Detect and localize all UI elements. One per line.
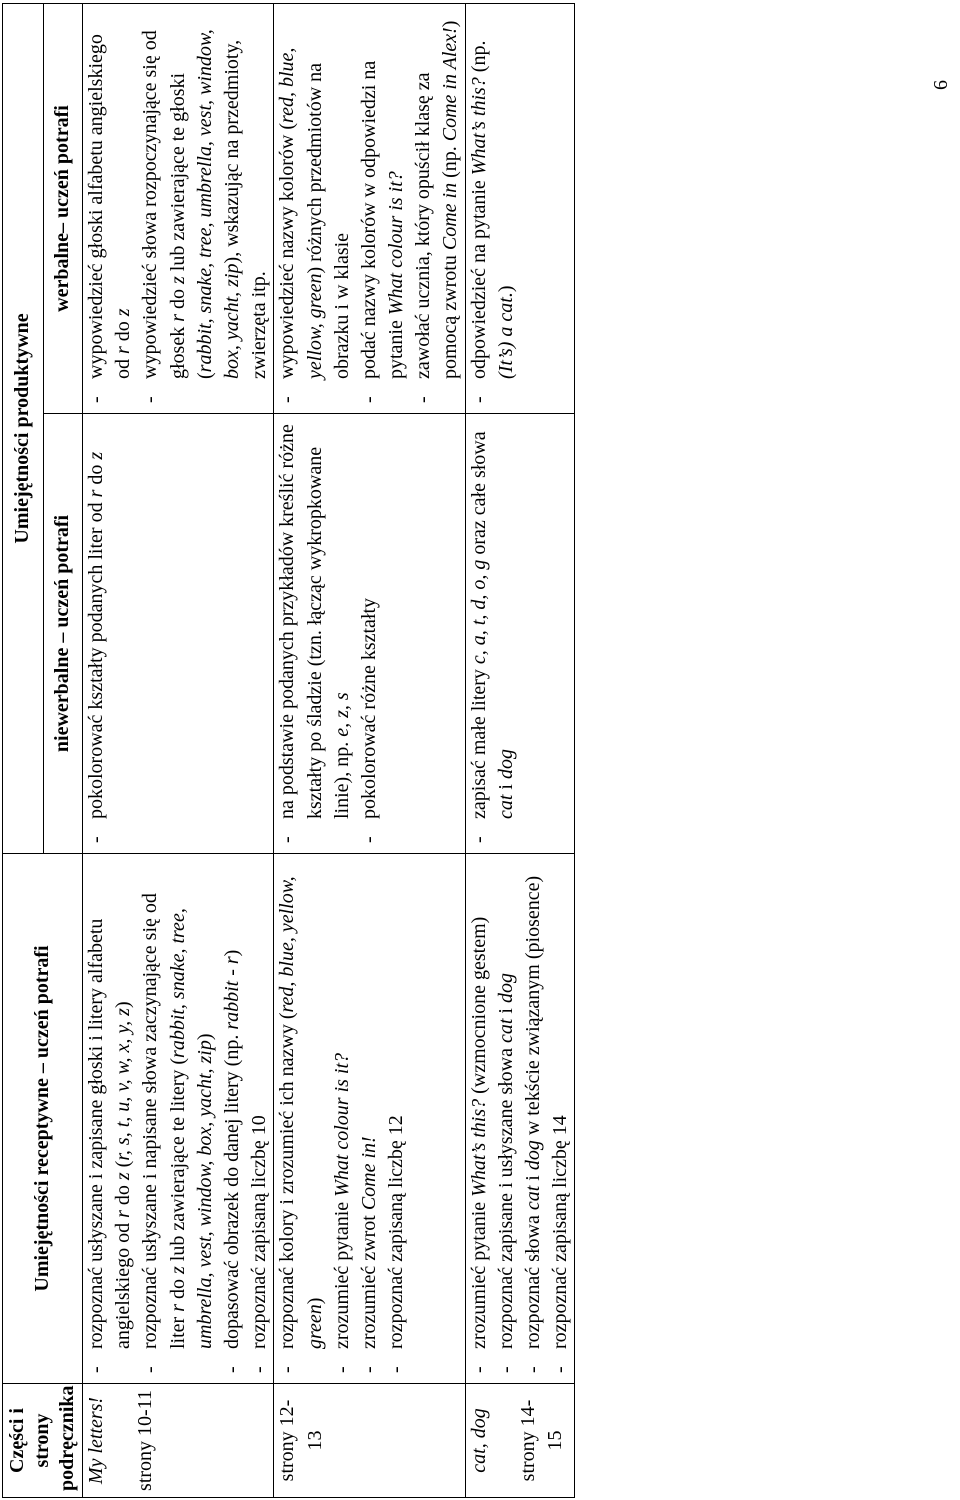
part-cell — [274, 1384, 465, 1498]
list-item — [83, 420, 110, 847]
header-parts: Części i strony podręcznika — [3, 1384, 83, 1498]
part-cell — [465, 1384, 575, 1498]
verbal-skills-cell — [83, 4, 274, 414]
bullet-dash: - — [139, 1366, 162, 1373]
list-item — [520, 860, 547, 1377]
list-item-text: rozpoznać zapisaną liczbę 10 — [248, 1115, 271, 1349]
list-item-text: wypowiedzieć nazwy kolorów (red, blue, yellow, green) różnych przedmiotów na obrazku i w klasie — [276, 47, 353, 379]
bullet-dash: - — [549, 1366, 572, 1373]
receptive-skills-cell — [465, 854, 575, 1384]
header-productive-skills: Umiejętności produktywne — [3, 4, 44, 854]
list-item — [356, 10, 410, 407]
bullet-dash: - — [139, 396, 162, 403]
list-item-text: wypowiedzieć głoski alfabetu angielskiego od r do z — [85, 34, 135, 379]
list-item-text: podać nazwy kolorów w odpowiedzi na pytanie What colour is it? — [357, 60, 408, 379]
list-item — [83, 860, 137, 1377]
bullet-dash: - — [85, 1366, 107, 1373]
nonverbal-skills-list — [466, 420, 520, 847]
list-item — [137, 10, 273, 407]
list-item-text: rozpoznać zapisaną liczbę 14 — [549, 1115, 572, 1349]
header-nonverbal: niewerbalne – uczeń potrafi — [44, 414, 83, 854]
bullet-dash: - — [330, 1366, 353, 1373]
list-item — [466, 860, 493, 1377]
list-item — [246, 860, 273, 1377]
list-item-text: rozpoznać słowa cat i dog w tekście związanym (piosence) — [522, 875, 544, 1349]
list-item — [274, 10, 356, 407]
list-item — [356, 420, 383, 847]
bullet-dash: - — [412, 396, 435, 403]
verbal-skills-cell — [274, 4, 465, 414]
list-item-text: rozpoznać zapisane i usłyszane słowa cat i dog — [494, 973, 517, 1349]
bullet-dash: - — [357, 836, 380, 843]
part-name: cat, dog — [467, 1408, 490, 1473]
list-item-text: wypowiedzieć słowa rozpoczynające się od głosek r do z lub zawierające te głoski (rabbit, snake, tree, umbrella, vest, window, box, yacht, zip), wskazując na przedmioty, zwierzęta itp. — [139, 29, 271, 379]
bullet-dash: - — [85, 836, 107, 843]
curriculum-table — [2, 3, 575, 1498]
bullet-dash: - — [276, 1366, 299, 1373]
receptive-skills-cell — [83, 854, 274, 1384]
list-item — [466, 10, 520, 407]
list-item — [547, 860, 574, 1377]
verbal-skills-cell — [465, 4, 575, 414]
bullet-dash: - — [494, 1366, 517, 1373]
part-cell — [83, 1384, 274, 1498]
receptive-skills-cell — [274, 854, 465, 1384]
receptive-skills-list — [274, 860, 410, 1377]
list-item — [274, 860, 328, 1377]
nonverbal-skills-cell — [465, 414, 575, 854]
bullet-dash: - — [220, 1366, 243, 1373]
nonverbal-skills-cell — [274, 414, 465, 854]
receptive-skills-list — [466, 860, 575, 1377]
part-pages: strony 12-13 — [276, 1399, 326, 1482]
list-item-text: pokolorować różne kształty — [357, 597, 380, 819]
header-verbal: werbalne– uczeń potrafi — [44, 4, 83, 414]
list-item — [83, 10, 137, 407]
table-row — [274, 4, 465, 1498]
part-name: My letters! — [85, 1396, 107, 1485]
list-item-text: zapisać małe litery c, a, t, d, o, g oraz całe słowa cat i dog — [467, 431, 517, 819]
bullet-dash: - — [467, 836, 490, 843]
list-item-text: zrozumieć pytanie What’s this? (wzmocnione gestem) — [467, 916, 490, 1349]
list-item — [356, 860, 383, 1377]
page-number: 6 — [930, 80, 952, 90]
list-item-text: odpowiedzieć na pytanie What’s this? (np. (It’s) a cat.) — [467, 40, 517, 379]
list-item — [466, 420, 520, 847]
list-item-text: zrozumieć pytanie What colour is it? — [330, 1052, 353, 1349]
bullet-dash: - — [385, 1366, 408, 1373]
bullet-dash: - — [85, 396, 107, 403]
list-item-text: rozpoznać zapisaną liczbę 12 — [385, 1115, 408, 1349]
bullet-dash: - — [522, 1366, 544, 1373]
receptive-skills-list — [83, 860, 273, 1377]
bullet-dash: - — [357, 396, 380, 403]
part-pages: strony 14-15 — [516, 1399, 566, 1482]
list-item-text: dopasować obrazek do danej litery (np. rabbit - r) — [220, 949, 243, 1349]
list-item — [274, 420, 356, 847]
list-item-text: rozpoznać kolory i zrozumieć ich nazwy (red, blue, yellow, green) — [276, 876, 326, 1349]
list-item — [383, 860, 410, 1377]
verbal-skills-list — [274, 10, 464, 407]
list-item — [219, 860, 246, 1377]
table-row — [465, 4, 575, 1498]
nonverbal-skills-cell — [83, 414, 274, 854]
nonverbal-skills-list — [83, 420, 110, 847]
bullet-dash: - — [467, 396, 490, 403]
list-item-text: zawołać ucznia, który opuścił klasę za pomocą zwrotu Come in (np. Come in Alex!) — [412, 20, 462, 379]
bullet-dash: - — [248, 1366, 271, 1373]
nonverbal-skills-list — [274, 420, 383, 847]
header-receptive-skills: Umiejętności receptywne – uczeń potrafi — [3, 854, 83, 1384]
list-item-text: rozpoznać usłyszane i napisane słowa zaczynające się od liter r do z lub zawierające te litery (rabbit, snake, tree, umbrella, vest, window, box, yacht, zip) — [139, 893, 216, 1349]
bullet-dash: - — [467, 1366, 490, 1373]
list-item — [493, 860, 520, 1377]
list-item — [329, 860, 356, 1377]
bullet-dash: - — [276, 396, 299, 403]
table-body — [83, 4, 575, 1498]
list-item-text: rozpoznać usłyszane i zapisane głoski i litery alfabetu angielskiego od r do z (r, s, t, u, v, w, x, y, z) — [85, 918, 135, 1349]
verbal-skills-list — [466, 10, 520, 407]
bullet-dash: - — [357, 1366, 380, 1373]
table-row — [83, 4, 274, 1498]
list-item-text: na podstawie podanych przykładów kreślić różne kształty po śladzie (tzn. łącząc wykropkowane linie), np. e, z, s — [276, 424, 353, 819]
list-item — [137, 860, 219, 1377]
list-item-text: pokolorować kształty podanych liter od r do z — [85, 451, 107, 819]
part-pages: strony 10-11 — [134, 1390, 157, 1491]
bullet-dash: - — [276, 836, 299, 843]
list-item — [410, 10, 464, 407]
list-item-text: zrozumieć zwrot Come in! — [357, 1136, 380, 1349]
verbal-skills-list — [83, 10, 273, 407]
